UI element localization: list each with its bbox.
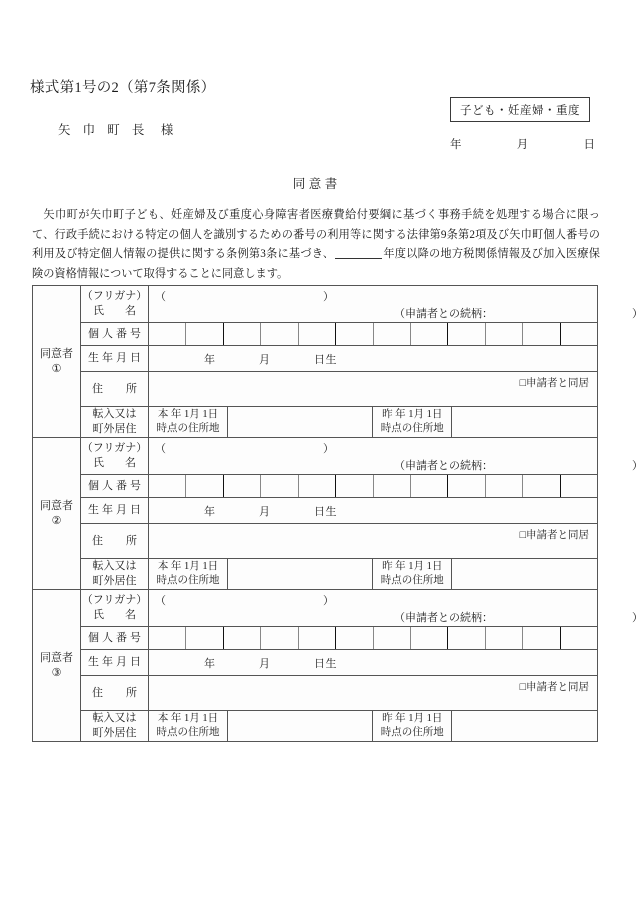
- mynumber-cell[interactable]: [523, 323, 560, 345]
- mynumber-cell[interactable]: [448, 323, 485, 345]
- label-mynumber-3: 個人番号: [81, 627, 149, 650]
- person-label-2: [33, 438, 81, 590]
- mynumber-cell[interactable]: [411, 627, 448, 649]
- table-row: [33, 346, 598, 372]
- birthdate-line-3: [149, 655, 597, 671]
- last-year-address-input-1[interactable]: [452, 407, 597, 437]
- this-year-line1: 本 年 1月 1日: [157, 409, 219, 420]
- table-row: [33, 286, 598, 323]
- birthdate-input-2[interactable]: [149, 498, 598, 524]
- this-year-address-input-2[interactable]: [228, 559, 373, 589]
- table-row: [33, 323, 598, 346]
- mynumber-cell[interactable]: [186, 323, 223, 345]
- mynumber-cell[interactable]: [336, 323, 373, 345]
- birthdate-input-3[interactable]: [149, 650, 598, 676]
- paren-open: （: [155, 443, 166, 455]
- birthdate-input-1[interactable]: [149, 346, 598, 372]
- mynumber-cell[interactable]: [486, 627, 523, 649]
- label-name: 氏 名: [93, 609, 141, 621]
- mynumber-cell[interactable]: [149, 475, 186, 497]
- this-year-line1: 本 年 1月 1日: [157, 713, 219, 724]
- mynumber-input-3[interactable]: [149, 627, 598, 650]
- last-year-line2: 時点の住所地: [380, 727, 444, 738]
- move-subtable-1: [149, 407, 597, 437]
- table-row: [33, 650, 598, 676]
- relationship-label: （申請者との続柄：: [394, 308, 493, 320]
- mynumber-grid-1: [149, 323, 597, 345]
- last-year-label-2: [373, 559, 452, 589]
- last-year-line2: 時点の住所地: [380, 423, 444, 434]
- mynumber-cell[interactable]: [561, 323, 597, 345]
- mynumber-cell[interactable]: [261, 627, 298, 649]
- label-birthdate-3: 生年月日: [81, 650, 149, 676]
- person-label-3: [33, 590, 81, 742]
- table-row: [33, 524, 598, 559]
- mynumber-cell[interactable]: [486, 475, 523, 497]
- paren-open: （: [155, 595, 166, 607]
- this-year-line1: 本 年 1月 1日: [157, 561, 219, 572]
- last-year-label-3: [373, 711, 452, 741]
- mynumber-cell[interactable]: [523, 627, 560, 649]
- mynumber-cell[interactable]: [299, 627, 336, 649]
- label-move-line1: 転入又は: [92, 712, 137, 724]
- mynumber-cell[interactable]: [561, 475, 597, 497]
- this-year-address-input-1[interactable]: [228, 407, 373, 437]
- mynumber-cell[interactable]: [486, 323, 523, 345]
- this-year-line2: 時点の住所地: [156, 575, 220, 586]
- label-furigana: （フリガナ）: [81, 442, 148, 454]
- label-name-2: [81, 438, 149, 475]
- cohabit-checkbox-1[interactable]: □申請者と同居: [519, 378, 589, 389]
- label-name: 氏 名: [93, 305, 141, 317]
- this-year-line2: 時点の住所地: [156, 423, 220, 434]
- table-row: [33, 676, 598, 711]
- person-label-line1: 同意者: [40, 347, 73, 360]
- address-input-2[interactable]: [149, 524, 598, 559]
- label-name: 氏 名: [93, 457, 141, 469]
- person-label-line2: ②: [51, 514, 62, 527]
- last-year-line2: 時点の住所地: [380, 575, 444, 586]
- mynumber-cell[interactable]: [261, 475, 298, 497]
- relationship-label: （申請者との続柄：: [394, 612, 493, 624]
- last-year-label-1: [373, 407, 452, 437]
- mynumber-cell[interactable]: [411, 475, 448, 497]
- paren-close: ）: [323, 595, 334, 607]
- mynumber-cell[interactable]: [374, 323, 411, 345]
- last-year-line1: 昨 年 1月 1日: [382, 409, 443, 420]
- relationship-label: （申請者との続柄：: [394, 460, 493, 472]
- mynumber-cell[interactable]: [374, 627, 411, 649]
- birthdate-line-2: [149, 503, 597, 519]
- mynumber-cell[interactable]: [561, 627, 597, 649]
- name-input-1[interactable]: [149, 286, 643, 323]
- label-move-line2: 町外居住: [92, 727, 137, 739]
- birth-month-label: 月: [259, 657, 271, 670]
- label-move-line1: 転入又は: [92, 560, 137, 572]
- mynumber-input-1[interactable]: [149, 323, 598, 346]
- label-mynumber-2: 個人番号: [81, 475, 149, 498]
- category-box: [450, 97, 590, 122]
- relationship-line-2: [394, 457, 643, 473]
- label-move-3: [81, 711, 149, 742]
- label-move-2: [81, 559, 149, 590]
- date-day-label: 日: [583, 139, 595, 151]
- date-year-label: 年: [450, 139, 462, 151]
- mynumber-cell[interactable]: [411, 323, 448, 345]
- birth-year-label: 年: [204, 657, 216, 670]
- mynumber-cell[interactable]: [448, 627, 485, 649]
- mynumber-cell[interactable]: [299, 323, 336, 345]
- address-input-3[interactable]: [149, 676, 598, 711]
- relationship-line-1: [394, 305, 643, 321]
- label-move-1: [81, 407, 149, 438]
- mynumber-cell[interactable]: [261, 323, 298, 345]
- label-furigana: （フリガナ）: [81, 290, 148, 302]
- birth-month-label: 月: [259, 353, 271, 366]
- label-address-1: 住 所: [81, 372, 149, 407]
- table-row: [33, 559, 598, 590]
- label-furigana: （フリガナ）: [81, 594, 148, 606]
- consent-body-line1: 矢巾町が矢巾町子ども、妊産婦及び重度心身障害者医療費給付要綱に基づく事務手続を処理する場合に限って、行政手続における特定の個人を識別するための番号の利用等に関する法律第9条第2項及び矢巾町個人番号の利用及び特定個人情報の提供に関する条例第3条に基づき、: [32, 209, 600, 260]
- consent-persons-table: [32, 285, 643, 742]
- mynumber-cell[interactable]: [186, 475, 223, 497]
- label-birthdate-1: 生年月日: [81, 346, 149, 372]
- paren-close: ）: [323, 291, 334, 303]
- mynumber-cell[interactable]: [336, 475, 373, 497]
- last-year-line1: 昨 年 1月 1日: [382, 713, 443, 724]
- last-year-address-input-2[interactable]: [452, 559, 597, 589]
- this-year-address-input-3[interactable]: [228, 711, 373, 741]
- date-month-label: 月: [516, 139, 529, 151]
- addressee: [58, 120, 173, 138]
- mynumber-input-2[interactable]: [149, 475, 598, 498]
- mynumber-cell[interactable]: [224, 323, 261, 345]
- table-row: [33, 711, 598, 742]
- person-label-line1: 同意者: [40, 651, 73, 664]
- birth-day-label: 日生: [314, 353, 337, 366]
- last-year-address-input-3[interactable]: [452, 711, 597, 741]
- birth-day-label: 日生: [314, 505, 337, 518]
- mynumber-cell[interactable]: [186, 627, 223, 649]
- table-row: [33, 372, 598, 407]
- paren-open: （: [155, 291, 166, 303]
- table-row: [33, 590, 598, 627]
- relationship-close: ）: [632, 308, 643, 320]
- document-title: 同意書: [292, 177, 341, 191]
- label-birthdate-2: 生年月日: [81, 498, 149, 524]
- mynumber-cell[interactable]: [224, 627, 261, 649]
- mynumber-grid-3: [149, 627, 597, 649]
- mynumber-cell[interactable]: [374, 475, 411, 497]
- table-row: [33, 627, 598, 650]
- mynumber-cell[interactable]: [224, 475, 261, 497]
- person-label-1: [33, 286, 81, 438]
- address-input-1[interactable]: [149, 372, 598, 407]
- fiscal-year-blank[interactable]: [335, 258, 382, 259]
- birth-month-label: 月: [259, 505, 271, 518]
- name-input-3[interactable]: [149, 590, 643, 627]
- mynumber-grid-2: [149, 475, 597, 497]
- table-row: [33, 498, 598, 524]
- birth-year-label: 年: [204, 505, 216, 518]
- mynumber-cell[interactable]: [448, 475, 485, 497]
- label-move-line2: 町外居住: [92, 575, 137, 587]
- relationship-line-3: [394, 609, 643, 625]
- label-move-line1: 転入又は: [92, 408, 137, 420]
- relationship-close: ）: [632, 612, 643, 624]
- last-year-line1: 昨 年 1月 1日: [382, 561, 443, 572]
- label-address-3: 住 所: [81, 676, 149, 711]
- addressee-honorific: 様: [160, 123, 174, 137]
- this-year-line2: 時点の住所地: [156, 727, 220, 738]
- name-input-2[interactable]: [149, 438, 643, 475]
- this-year-label-2: [149, 559, 228, 589]
- label-mynumber-1: 個人番号: [81, 323, 149, 346]
- person-label-line1: 同意者: [40, 499, 73, 512]
- cohabit-checkbox-3[interactable]: □申請者と同居: [519, 682, 589, 693]
- person-label-line2: ③: [51, 666, 62, 679]
- birth-day-label: 日生: [314, 657, 337, 670]
- move-subtable-3: [149, 711, 597, 741]
- consent-body-line2: 年度以降の地方税関係情報及び加入医療保険の資格情報について取得することに同意します。: [32, 248, 600, 280]
- person-label-line2: ①: [51, 362, 62, 375]
- table-row: [33, 475, 598, 498]
- mynumber-cell[interactable]: [149, 627, 186, 649]
- this-year-label-1: [149, 407, 228, 437]
- birth-year-label: 年: [204, 353, 216, 366]
- relationship-close: ）: [632, 460, 643, 472]
- form-code: 様式第1号の2（第7条関係）: [30, 80, 216, 96]
- birthdate-line-1: [149, 351, 597, 367]
- label-move-line2: 町外居住: [92, 423, 137, 435]
- label-name-1: [81, 286, 149, 323]
- move-subtable-2: [149, 559, 597, 589]
- mynumber-cell[interactable]: [523, 475, 560, 497]
- table-row: [33, 438, 598, 475]
- label-name-3: [81, 590, 149, 627]
- cohabit-checkbox-2[interactable]: □申請者と同居: [519, 530, 589, 541]
- consent-body-text: [32, 206, 600, 284]
- label-address-2: 住 所: [81, 524, 149, 559]
- category-box-label: 子ども・妊産婦・重度: [460, 104, 580, 117]
- paren-close: ）: [323, 443, 334, 455]
- mynumber-cell[interactable]: [299, 475, 336, 497]
- this-year-label-3: [149, 711, 228, 741]
- mynumber-cell[interactable]: [336, 627, 373, 649]
- mynumber-cell[interactable]: [149, 323, 186, 345]
- table-row: [33, 407, 598, 438]
- addressee-name: 矢 巾 町 長: [58, 123, 149, 137]
- date-line: [450, 136, 595, 152]
